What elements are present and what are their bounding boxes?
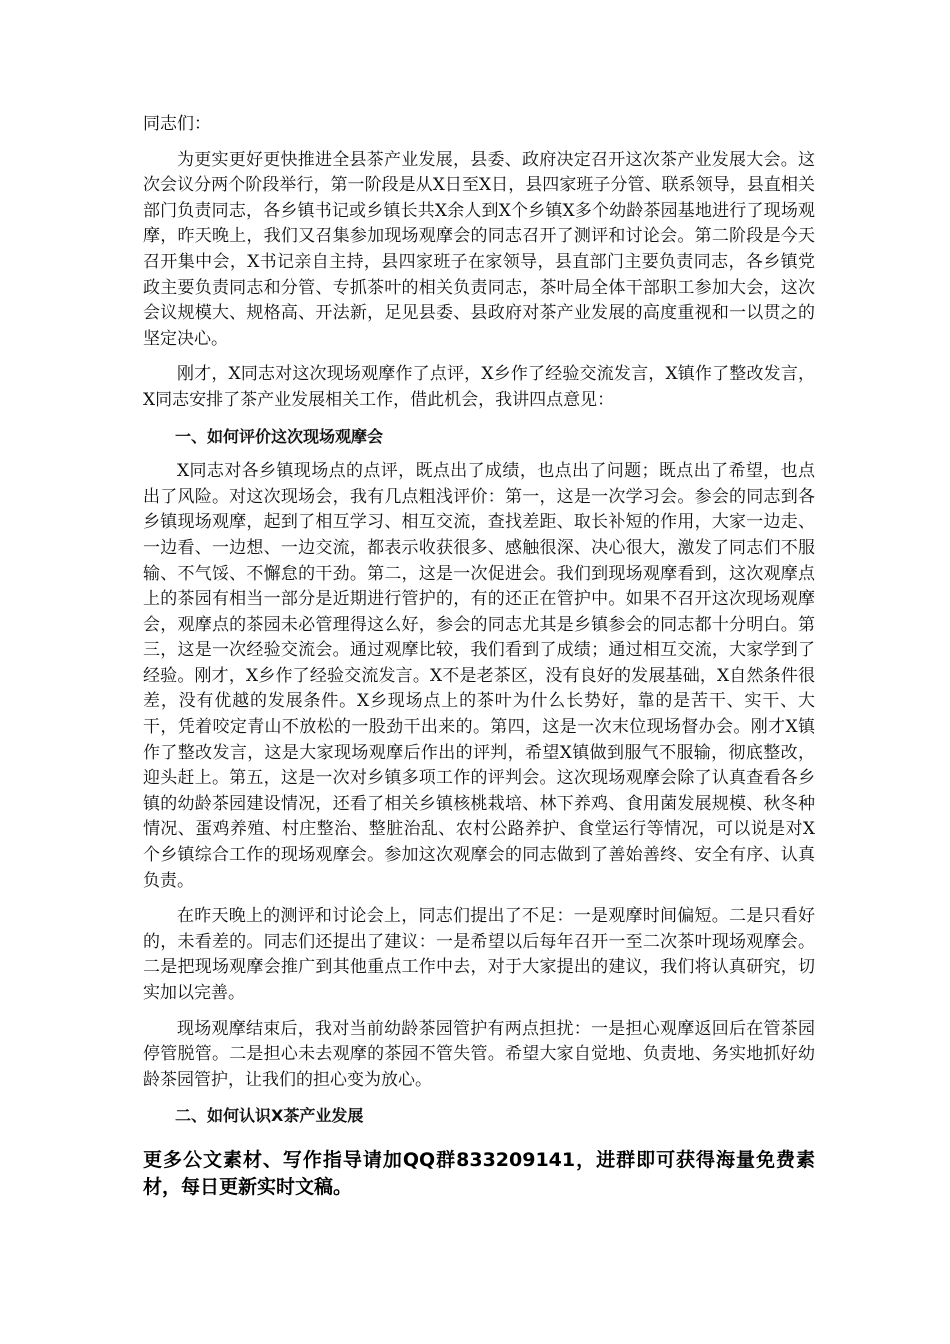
promo-footer: 更多公文素材、写作指导请加QQ群833209141，进群即可获得海量免费素材，每日更新实时文稿。 [143,1148,815,1198]
paragraph-overview: 刚才，X同志对这次现场观摩作了点评，X乡作了经验交流发言，X镇作了整改发言，X同志安排了茶产业发展相关工作，借此机会，我讲四点意见： [143,364,815,410]
salutation: 同志们： [143,114,211,134]
paragraph-feedback: 在昨天晚上的测评和讨论会上，同志们提出了不足：一是观摩时间偏短。二是只看好的，未看差的。同志们还提出了建议：一是希望以后每年召开一至二次茶叶现场观摩会。二是把现场观摩会推广到其他重点工作中去，对于大家提出的建议，我们将认真研究，切实加以完善。 [143,906,815,1003]
paragraph-concerns: 现场观摩结束后，我对当前幼龄茶园管护有两点担扰：一是担心观摩返回后在管茶园停管脱管。二是担心未去观摩的茶园不管失管。希望大家自觉地、负责地、务实地抓好幼龄茶园管护，让我们的担心变为放心。 [143,1018,815,1090]
section-heading-1: 一、如何评价这次现场观摩会 [175,426,384,446]
paragraph-intro: 为更实更好更快推进全县茶产业发展，县委、政府决定召开这次茶产业发展大会。这次会议分两个阶段举行，第一阶段是从X日至X日，县四家班子分管、联系领导，县直相关部门负责同志，各乡镇书记或乡镇长共X余人到X个乡镇X多个幼龄茶园基地进行了现场观摩，昨天晚上，我们又召集参加现场观摩会的同志召开了测评和讨论会。第二阶段是今天召开集中会，X书记亲自主持，县四家班子在家领导，县直部门主要负责同志，各乡镇党政主要负责同志和分管、专抓茶叶的相关负责同志，茶叶局全体干部职工参加大会，这次会议规模大、规格高、开法新，足见县委、县政府对茶产业发展的高度重视和一以贯之的坚定决心。 [143,149,815,349]
document-page [143,112,815,1201]
section-heading-2: 二、如何认识X茶产业发展 [175,1106,364,1126]
paragraph-evaluation: X同志对各乡镇现场点的点评，既点出了成绩，也点出了问题；既点出了希望，也点出了风险。对这次现场会，我有几点粗浅评价：第一，这是一次学习会。参会的同志到各乡镇现场观摩，起到了相互学习、相互交流，查找差距、取长补短的作用，大家一边走、一边看、一边想、一边交流，都表示收获很多、感触很深、决心很大，激发了同志们不服输、不气馁、不懈怠的干劲。第二，这是一次促进会。我们到现场观摩看到，这次观摩点上的茶园有相当一部分是近期进行管护的，有的还正在管护中。如果不召开这次现场观摩会，观摩点的茶园未必管理得这么好，参会的同志尤其是乡镇参会的同志都十分明白。第三，这是一次经验交流会。通过观摩比较，我们看到了成绩；通过相互交流，大家学到了经验。刚才，X乡作了经验交流发言。X不是老茶区，没有良好的发展基础，X自然条件很差，没有优越的发展条件。X乡现场点上的茶叶为什么长势好，靠的是苦干、实干、大干，凭着咬定青山不放松的一股劲干出来的。第四，这是一次末位现场督办会。刚才X镇作了整改发言，这是大家现场观摩后作出的评判，希望X镇做到服气不服输，彻底整改，迎头赶上。第五，这是一次对乡镇多项工作的评判会。这次现场观摩会除了认真查看各乡镇的幼龄茶园建设情况，还看了相关乡镇核桃栽培、林下养鸡、食用菌发展规模、秋冬种情况、蛋鸡养殖、村庄整治、整脏治乱、农村公路养护、食堂运行等情况，可以说是对X个乡镇综合工作的现场观摩会。参加这次观摩会的同志做到了善始善终、安全有序、认真负责。 [143,461,815,891]
